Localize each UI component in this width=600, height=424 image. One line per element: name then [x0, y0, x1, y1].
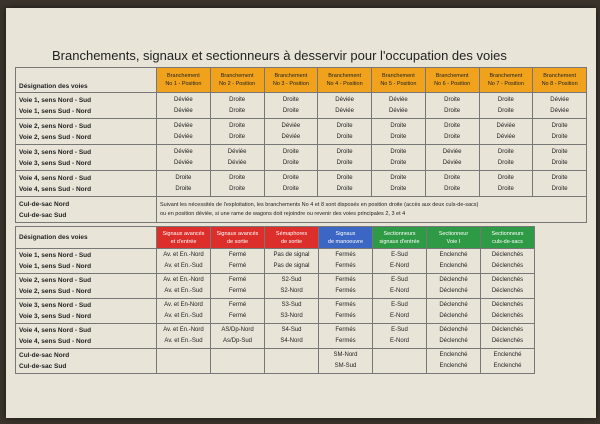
cell-value: Fermés — [335, 263, 356, 269]
cell-value: Déviée — [227, 159, 247, 166]
cell-value: Déviée — [174, 107, 193, 114]
row-label — [16, 197, 157, 223]
table-cell — [210, 93, 264, 119]
note-line: ou en position déviée, si une rame de wagons doit rejoindre ou revenir des voies principales 2, 3 et 4 — [160, 210, 406, 217]
cell-value: Droite — [229, 122, 246, 129]
table-cell — [373, 274, 427, 299]
table-row — [16, 249, 535, 274]
cell-value: Déviée — [281, 133, 301, 140]
row-label — [16, 119, 157, 145]
cell-value: Fermé — [228, 313, 247, 319]
table-row — [16, 197, 587, 223]
header-cell: Sémaphores de sortie — [265, 227, 319, 249]
row-label — [16, 171, 157, 197]
table-cell — [481, 299, 535, 324]
table-row — [16, 324, 535, 349]
table-cell — [425, 93, 479, 119]
cell-value: Déviée — [496, 133, 516, 140]
cell-value: Av. et En.-Sud — [164, 263, 203, 269]
table-cell — [481, 324, 535, 349]
table-cell — [265, 249, 319, 274]
cell-value: Fermés — [335, 302, 356, 308]
table-cell — [157, 249, 211, 274]
table-cell — [533, 93, 587, 119]
cell-value: Droite — [390, 159, 407, 166]
cell-value: Déviée — [174, 133, 193, 140]
branchements-table — [15, 67, 587, 223]
table-cell — [372, 119, 426, 145]
table-cell — [427, 249, 481, 274]
cell-value: Droite — [282, 148, 299, 155]
cell-value: Fermé — [228, 263, 247, 269]
cell-value: Droite — [444, 185, 461, 192]
cell-value: E-Sud — [391, 302, 408, 308]
cell-value: Déclenchés — [491, 313, 524, 319]
cell-value: Déviée — [281, 122, 301, 129]
cell-value: S4-Sud — [281, 327, 302, 333]
table-cell — [372, 145, 426, 171]
voie-label: Voie 2, sens Nord - Sud — [19, 122, 92, 130]
table-cell — [533, 145, 587, 171]
table-row — [16, 171, 587, 197]
table-cell — [318, 119, 372, 145]
cell-value: Déclenchés — [491, 327, 524, 333]
cell-value: Droite — [444, 174, 461, 181]
voie-label: Voie 2, sens Sud - Nord — [19, 133, 92, 141]
voie-label: Voie 1, sens Nord - Sud — [19, 252, 92, 259]
cell-value: E-Nord — [389, 288, 409, 294]
cell-value: Déviée — [550, 107, 569, 114]
cell-value: Droite — [551, 159, 568, 166]
voie-label: Voie 3, sens Nord - Sud — [19, 302, 92, 309]
cell-value: Droite — [229, 174, 246, 181]
table-cell — [265, 274, 319, 299]
cell-value: Droite — [497, 185, 514, 192]
cell-value: Déviée — [550, 96, 569, 103]
cell-value: Déclenchés — [491, 277, 524, 283]
cell-value: Droite — [229, 185, 246, 192]
cell-value: Av. et En.-Sud — [164, 288, 203, 294]
cell-value: Déviée — [442, 159, 462, 166]
table-cell — [211, 349, 265, 374]
table-cell — [481, 249, 535, 274]
cell-value: E-Nord — [389, 313, 409, 319]
cell-value: Droite — [551, 148, 568, 155]
table-cell — [479, 119, 533, 145]
corner-label: Désignation des voies — [16, 68, 157, 93]
header-cell: Branchement No 3 - Position — [264, 68, 318, 93]
cell-value: Déviée — [335, 96, 354, 103]
cell-value: Droite — [497, 96, 514, 103]
cell-value: Droite — [336, 133, 353, 140]
voie-label: Cul-de-sac Nord — [19, 352, 70, 359]
cell-value: S3-Nord — [280, 313, 303, 319]
cell-value: As/Dp-Sud — [222, 338, 252, 344]
table-cell — [210, 119, 264, 145]
cell-value: Enclenché — [439, 363, 468, 369]
cell-value: Fermé — [228, 302, 247, 308]
table-cell — [425, 119, 479, 145]
table-cell — [210, 145, 264, 171]
voie-label: Voie 4, sens Nord - Sud — [19, 174, 92, 182]
cell-value: S3-Sud — [281, 302, 302, 308]
table-cell — [211, 274, 265, 299]
header-cell: Signaux avancés de sortie — [211, 227, 265, 249]
cell-value: Droite — [390, 148, 407, 155]
header-cell: Branchement No 6 - Position — [425, 68, 479, 93]
cell-value: Droite — [444, 107, 461, 114]
voie-label: Voie 3, sens Sud - Nord — [19, 313, 92, 320]
table-cell — [318, 171, 372, 197]
table-cell — [373, 324, 427, 349]
header-cell: Sectionneurs culs-de-sacs — [481, 227, 535, 249]
row-label — [16, 349, 157, 374]
cell-value: Droite — [336, 174, 353, 181]
table-cell — [211, 324, 265, 349]
table-cell — [533, 171, 587, 197]
cell-value: Droite — [175, 185, 192, 192]
culdesac-note — [157, 197, 587, 223]
voie-label: Voie 3, sens Nord - Sud — [19, 148, 92, 156]
header-cell: Branchement No 2 - Position — [210, 68, 264, 93]
cell-value: Déviée — [389, 107, 408, 114]
cell-value: SM-Nord — [333, 352, 358, 358]
row-label — [16, 145, 157, 171]
table-cell — [265, 349, 319, 374]
table-cell — [157, 274, 211, 299]
cell-value: Déclenché — [439, 277, 468, 283]
voie-label: Cul-de-sac Sud — [19, 211, 67, 219]
header-cell: Branchement No 4 - Position — [318, 68, 372, 93]
cell-value: Déviée — [389, 96, 408, 103]
table-cell — [318, 93, 372, 119]
table-cell — [373, 349, 427, 374]
cell-value: Droite — [336, 122, 353, 129]
cell-value: Av. et En.-Nord — [163, 327, 204, 333]
cell-value: Av. et En-Nord — [164, 302, 203, 308]
header-cell: Signaux avancés et d'entrée — [157, 227, 211, 249]
cell-value: Déclenchés — [491, 288, 524, 294]
voie-label: Voie 1, sens Sud - Nord — [19, 107, 92, 115]
cell-value: Droite — [229, 133, 246, 140]
cell-value: Fermé — [228, 277, 247, 283]
table-cell — [211, 249, 265, 274]
cell-value: Déclenché — [439, 313, 468, 319]
table-cell — [319, 349, 373, 374]
cell-value: Fermés — [335, 288, 356, 294]
cell-value: SM-Sud — [334, 363, 357, 369]
table-cell — [265, 324, 319, 349]
cell-value: Av. et En.-Sud — [164, 313, 203, 319]
cell-value: Droite — [497, 174, 514, 181]
cell-value: Pas de signal — [273, 263, 310, 269]
cell-value: Av. et En.-Nord — [163, 252, 204, 258]
cell-value: E-Nord — [389, 338, 409, 344]
cell-value: Droite — [551, 174, 568, 181]
cell-value: Déclenchés — [491, 252, 524, 258]
cell-value: Enclenché — [439, 263, 468, 269]
cell-value: Droite — [444, 133, 461, 140]
cell-value: Fermés — [335, 338, 356, 344]
cell-value: Droite — [444, 122, 461, 129]
header-cell: Branchement No 1 - Position — [157, 68, 211, 93]
table-cell — [319, 249, 373, 274]
table-cell — [157, 119, 211, 145]
table-cell — [425, 171, 479, 197]
table-cell — [533, 119, 587, 145]
cell-value: E-Sud — [391, 327, 408, 333]
header-cell: Branchement No 7 - Position — [479, 68, 533, 93]
table-cell — [264, 93, 318, 119]
cell-value: Fermés — [335, 327, 356, 333]
voie-label: Voie 4, sens Nord - Sud — [19, 327, 92, 334]
table-cell — [427, 349, 481, 374]
cell-value: Droite — [282, 159, 299, 166]
cell-value: Droite — [282, 185, 299, 192]
table-cell — [157, 349, 211, 374]
cell-value: Droite — [497, 107, 514, 114]
cell-value: Déviée — [442, 148, 462, 155]
table-row — [16, 274, 535, 299]
cell-value: Déviée — [496, 122, 516, 129]
table-cell — [427, 274, 481, 299]
cell-value: S4-Nord — [280, 338, 303, 344]
table-cell — [318, 145, 372, 171]
table-cell — [479, 145, 533, 171]
cell-value: Déviée — [227, 148, 247, 155]
voie-label: Voie 4, sens Sud - Nord — [19, 185, 92, 193]
cell-value: Déclenchés — [491, 302, 524, 308]
cell-value: E-Sud — [391, 277, 408, 283]
row-label — [16, 299, 157, 324]
cell-value: Déviée — [174, 96, 193, 103]
cell-value: Droite — [229, 107, 246, 114]
cell-value: Enclenché — [439, 352, 468, 358]
table-cell — [157, 299, 211, 324]
row-label — [16, 274, 157, 299]
cell-value: Droite — [551, 185, 568, 192]
cell-value: Droite — [282, 96, 299, 103]
voie-label: Voie 4, sens Sud - Nord — [19, 338, 92, 345]
cell-value: E-Sud — [391, 252, 408, 258]
signaux-table — [15, 226, 535, 374]
table-cell — [211, 299, 265, 324]
table-cell — [157, 93, 211, 119]
voie-label: Voie 2, sens Nord - Sud — [19, 277, 92, 284]
table-cell — [481, 274, 535, 299]
table-cell — [210, 171, 264, 197]
cell-value: Enclenché — [493, 363, 522, 369]
table-cell — [372, 93, 426, 119]
corner-label: Désignation des voies — [16, 227, 157, 249]
voie-label: Voie 1, sens Nord - Sud — [19, 96, 92, 104]
cell-value: Déviée — [174, 148, 193, 155]
cell-value: Av. et En.-Sud — [164, 338, 203, 344]
table-cell — [479, 93, 533, 119]
table-cell — [373, 299, 427, 324]
table-cell — [319, 299, 373, 324]
cell-value: Droite — [551, 122, 568, 129]
cell-value: Droite — [175, 174, 192, 181]
table-cell — [157, 171, 211, 197]
cell-value: S2-Sud — [281, 277, 302, 283]
voie-label: Voie 1, sens Sud - Nord — [19, 263, 92, 270]
cell-value: Droite — [551, 133, 568, 140]
table-cell — [264, 145, 318, 171]
table-cell — [481, 349, 535, 374]
cell-value: Déclenché — [439, 338, 468, 344]
table-row — [16, 119, 587, 145]
cell-value: Fermés — [335, 313, 356, 319]
cell-value: Droite — [229, 96, 246, 103]
voie-label: Cul-de-sac Nord — [19, 200, 70, 208]
cell-value: Droite — [336, 185, 353, 192]
cell-value: S2-Nord — [280, 288, 303, 294]
cell-value: Droite — [497, 159, 514, 166]
row-label — [16, 324, 157, 349]
table-row — [16, 145, 587, 171]
header-cell: Signaux de manoeuvre — [319, 227, 373, 249]
table-cell — [265, 299, 319, 324]
voie-label: Cul-de-sac Sud — [19, 363, 67, 370]
cell-value: Droite — [336, 159, 353, 166]
table-cell — [427, 299, 481, 324]
header-cell: Sectionneur Voie I — [427, 227, 481, 249]
cell-value: Droite — [282, 107, 299, 114]
cell-value: Droite — [390, 174, 407, 181]
row-label — [16, 249, 157, 274]
note-line: Suivant les nécessités de l'exploitation, les branchements No 4 et 8 sont disposés en position droite (accès aux deux culs-de-sacs) — [160, 201, 479, 208]
cell-value: Déviée — [174, 159, 193, 166]
cell-value: Déviée — [174, 122, 193, 129]
page-title: Branchements, signaux et sectionneurs à desservir pour l'occupation des voies — [52, 48, 507, 63]
document-sheet — [6, 8, 596, 418]
cell-value: Déviée — [335, 107, 354, 114]
table-cell — [425, 145, 479, 171]
cell-value: Droite — [390, 133, 407, 140]
cell-value: Déclenchés — [491, 338, 524, 344]
table-cell — [319, 324, 373, 349]
table-cell — [373, 249, 427, 274]
voie-label: Voie 3, sens Sud - Nord — [19, 159, 92, 167]
cell-value: Droite — [390, 185, 407, 192]
cell-value: Enclenché — [493, 352, 522, 358]
table-cell — [264, 119, 318, 145]
cell-value: Droite — [497, 148, 514, 155]
cell-value: Déclenché — [439, 327, 468, 333]
table-row — [16, 349, 535, 374]
header-cell: Branchement No 5 - Position — [372, 68, 426, 93]
cell-value: Fermés — [335, 277, 356, 283]
table-cell — [372, 171, 426, 197]
table-cell — [264, 171, 318, 197]
table-cell — [319, 274, 373, 299]
cell-value: Droite — [336, 148, 353, 155]
cell-value: Déclenché — [439, 288, 468, 294]
table-cell — [157, 324, 211, 349]
cell-value: Fermés — [335, 252, 356, 258]
table-row — [16, 299, 535, 324]
cell-value: Enclenché — [439, 252, 468, 258]
cell-value: Droite — [390, 122, 407, 129]
cell-value: AS/Dp-Nord — [221, 327, 254, 333]
table-cell — [427, 324, 481, 349]
cell-value: Droite — [282, 174, 299, 181]
cell-value: Déclenché — [439, 302, 468, 308]
header-cell: Sectionneurs signaux d'entrée — [373, 227, 427, 249]
header-cell: Branchement No 8 - Position — [533, 68, 587, 93]
cell-value: Droite — [444, 96, 461, 103]
row-label — [16, 93, 157, 119]
table-cell — [157, 145, 211, 171]
table-cell — [479, 171, 533, 197]
cell-value: Pas de signal — [273, 252, 310, 258]
cell-value: Déclenchés — [491, 263, 524, 269]
voie-label: Voie 2, sens Sud - Nord — [19, 288, 92, 295]
cell-value: Fermé — [228, 288, 247, 294]
cell-value: E-Nord — [389, 263, 409, 269]
table-row — [16, 93, 587, 119]
cell-value: Av. et En.-Nord — [163, 277, 204, 283]
cell-value: Fermé — [228, 252, 247, 258]
